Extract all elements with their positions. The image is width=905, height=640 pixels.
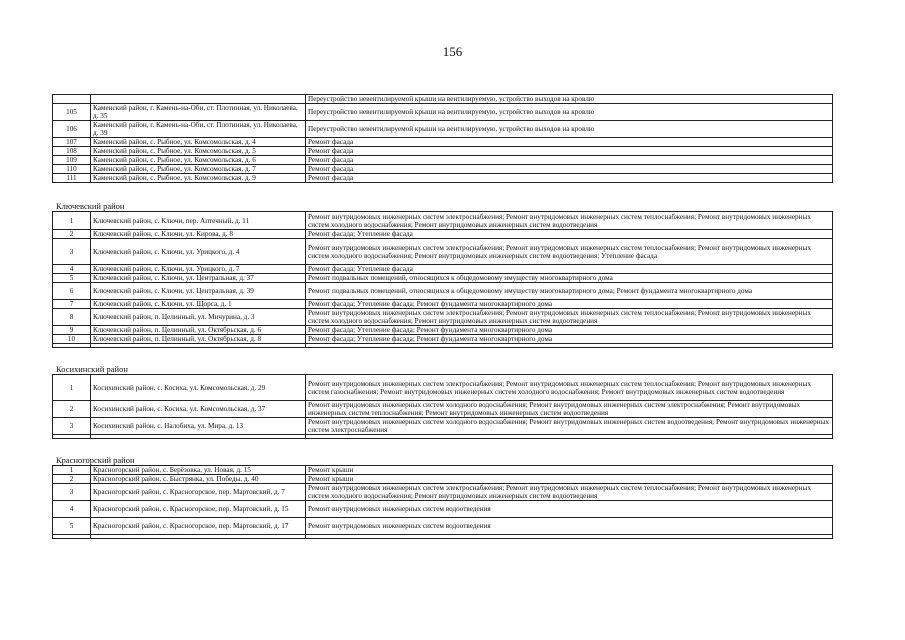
address-cell: Ключевский район, с. Ключи, ул. Щорса, д. 1 — [91, 300, 306, 309]
row-number-cell: 106 — [53, 121, 91, 138]
row-number-cell: 2 — [53, 230, 91, 239]
work-type-cell: Ремонт фасада; Утепление фасада; Ремонт фундамента многоквартирного дома — [306, 326, 833, 335]
address-cell: Каменский район, г. Камень-на-Оби, ст. Плотинная, ул. Николаева, д. 35 — [91, 104, 306, 121]
table-row — [53, 309, 833, 326]
empty-cell — [91, 535, 306, 539]
table-row-empty — [53, 535, 833, 539]
table-row — [53, 418, 833, 435]
work-type-cell: Ремонт фасада — [306, 174, 833, 183]
row-number-cell: 6 — [53, 283, 91, 300]
page-number: 156 — [442, 44, 463, 59]
district-table — [52, 211, 833, 348]
table-row — [53, 475, 833, 484]
address-cell: Косихинский район, с. Косиха, ул. Комсомольская, д. 29 — [91, 375, 306, 401]
row-number-cell: 3 — [53, 418, 91, 435]
address-cell: Каменский район, с. Рыбное, ул. Комсомольская, д. 9 — [91, 174, 306, 183]
table-row — [53, 466, 833, 475]
row-number-cell: 1 — [53, 466, 91, 475]
row-number-cell: 108 — [53, 147, 91, 156]
work-type-cell: Ремонт фасада; Утепление фасада — [306, 265, 833, 274]
address-cell: Красногорский район, с. Красногорское, пер. Мартовский, д. 7 — [91, 484, 306, 501]
row-number-cell: 9 — [53, 326, 91, 335]
row-number-cell: 5 — [53, 274, 91, 283]
address-cell: Красногорский район, с. Красногорское, пер. Мартовский, д. 15 — [91, 501, 306, 518]
address-cell: Красногорский район, с. Быстрянка, ул. Победы, д. 40 — [91, 475, 306, 484]
address-cell: Каменский район, с. Рыбное, ул. Комсомольская, д. 5 — [91, 147, 306, 156]
table-row — [53, 174, 833, 183]
row-number-cell: 109 — [53, 156, 91, 165]
address-cell: Ключевский район, с. Ключи, пер. Аптечный, д. 11 — [91, 212, 306, 230]
empty-cell — [306, 344, 833, 348]
empty-cell — [91, 435, 306, 439]
work-type-cell: Ремонт внутридомовых инженерных систем холодного водоснабжения; Ремонт внутридомовых инженерных систем электроснабжения; Ремонт внутридомовых инженерных систем теплоснабжения; Ремонт внутридомовых инженерных систем водоотведения — [306, 401, 833, 418]
work-type-cell: Ремонт внутридомовых инженерных систем электроснабжения; Ремонт внутридомовых инженерных систем теплоснабжения; Ремонт внутридомовых инженерных систем холодного водоснабжения; Ремонт внутридомовых инженерных систем водоотведения — [306, 309, 833, 326]
address-cell: Ключевский район, п. Целинный, ул. Мичурина, д. 3 — [91, 309, 306, 326]
district-table — [52, 465, 833, 539]
work-type-cell: Ремонт крыши — [306, 466, 833, 475]
work-type-cell: Ремонт внутридомовых инженерных систем водоотведения — [306, 501, 833, 518]
table-row — [53, 326, 833, 335]
work-type-cell: Ремонт внутридомовых инженерных систем электроснабжения; Ремонт внутридомовых инженерных систем теплоснабжения; Ремонт внутридомовых инженерных систем холодного водоснабжения; Ремонт внутридомовых инженерных систем водоотведения — [306, 212, 833, 230]
address-cell: Красногорский район, с. Красногорское, пер. Мартовский, д. 17 — [91, 518, 306, 535]
address-cell: Каменский район, с. Рыбное, ул. Комсомольская, д. 7 — [91, 165, 306, 174]
row-number-cell — [53, 95, 91, 104]
table-row — [53, 518, 833, 535]
address-cell: Косихинский район, с. Налобиха, ул. Мира, д. 13 — [91, 418, 306, 435]
address-cell — [91, 95, 306, 104]
work-type-cell: Ремонт внутридомовых инженерных систем электроснабжения; Ремонт внутридомовых инженерных систем теплоснабжения; Ремонт внутридомовых инженерных систем холодного водоснабжения; Ремонт внутридомовых инженерных систем водоотведения; Утепление фасада — [306, 239, 833, 265]
address-cell: Каменский район, г. Камень-на-Оби, ст. Плотинная, ул. Николаева, д. 39 — [91, 121, 306, 138]
address-cell: Ключевский район, п. Целинный, ул. Октябрьская, д. 6 — [91, 326, 306, 335]
row-number-cell: 8 — [53, 309, 91, 326]
table-row — [53, 283, 833, 300]
address-cell: Каменский район, с. Рыбное, ул. Комсомольская, д. 6 — [91, 156, 306, 165]
work-type-cell: Переустройство невентилируемой крыши на вентилируемую, устройство выходов на кровлю — [306, 104, 833, 121]
district-table — [52, 374, 833, 439]
table-row — [53, 121, 833, 138]
work-type-cell: Ремонт фасада; Утепление фасада; Ремонт фундамента многоквартирного дома — [306, 300, 833, 309]
work-type-cell: Переустройство невентилируемой крыши на вентилируемую, устройство выходов на кровлю — [306, 121, 833, 138]
row-number-cell: 3 — [53, 484, 91, 501]
table-row — [53, 95, 833, 104]
top-block-table — [52, 94, 833, 183]
table-row — [53, 375, 833, 401]
table-row — [53, 401, 833, 418]
table-row — [53, 147, 833, 156]
table-row — [53, 165, 833, 174]
address-cell: Ключевский район, с. Ключи, ул. Центральная, д. 39 — [91, 283, 306, 300]
row-number-cell: 7 — [53, 300, 91, 309]
work-type-cell: Ремонт фасада; Утепление фасада — [306, 230, 833, 239]
district-heading: Ключевский район — [56, 201, 125, 211]
work-type-cell: Ремонт фасада — [306, 165, 833, 174]
row-number-cell: 5 — [53, 518, 91, 535]
table-row — [53, 484, 833, 501]
address-cell: Каменский район, с. Рыбное, ул. Комсомольская, д. 4 — [91, 138, 306, 147]
row-number-cell: 4 — [53, 501, 91, 518]
empty-cell — [306, 535, 833, 539]
row-number-cell: 4 — [53, 265, 91, 274]
table-row — [53, 300, 833, 309]
work-type-cell: Ремонт фасада — [306, 138, 833, 147]
row-number-cell: 110 — [53, 165, 91, 174]
table-row — [53, 104, 833, 121]
table-row — [53, 501, 833, 518]
work-type-cell: Переустройство невентилируемой крыши на вентилируемую, устройство выходов на кровлю — [306, 95, 833, 104]
empty-cell — [53, 435, 91, 439]
document-sheet — [52, 94, 832, 539]
empty-cell — [53, 344, 91, 348]
row-number-cell: 2 — [53, 401, 91, 418]
address-cell: Косихинский район, с. Косиха, ул. Комсомольская, д. 37 — [91, 401, 306, 418]
districts-container — [52, 183, 832, 539]
address-cell: Ключевский район, с. Ключи, ул. Урицкого, д. 4 — [91, 239, 306, 265]
table-row — [53, 265, 833, 274]
address-cell: Ключевский район, с. Ключи, ул. Урицкого, д. 7 — [91, 265, 306, 274]
empty-cell — [306, 435, 833, 439]
district-heading: Красногорский район — [56, 455, 135, 465]
work-type-cell: Ремонт фасада; Утепление фасада; Ремонт фундамента многоквартирного дома — [306, 335, 833, 344]
row-number-cell: 10 — [53, 335, 91, 344]
work-type-cell: Ремонт подвальных помещений, относящихся к общедомовому имуществу многоквартирного дома; Ремонт фундамента многоквартирного дома — [306, 283, 833, 300]
table-row — [53, 239, 833, 265]
work-type-cell: Ремонт внутридомовых инженерных систем водоотведения — [306, 518, 833, 535]
address-cell: Ключевский район, с. Ключи, ул. Центральная, д. 37 — [91, 274, 306, 283]
table-row — [53, 230, 833, 239]
row-number-cell: 105 — [53, 104, 91, 121]
row-number-cell: 2 — [53, 475, 91, 484]
address-cell: Ключевский район, с. Ключи, ул. Кирова, д. 8 — [91, 230, 306, 239]
work-type-cell: Ремонт подвальных помещений, относящихся к общедомовому имуществу многоквартирного дома — [306, 274, 833, 283]
work-type-cell: Ремонт внутридомовых инженерных систем холодного водоснабжения; Ремонт внутридомовых инженерных систем водоотведения; Ремонт внутридомовых инженерных систем электроснабжения — [306, 418, 833, 435]
work-type-cell: Ремонт фасада — [306, 147, 833, 156]
empty-cell — [53, 535, 91, 539]
table-row-empty — [53, 344, 833, 348]
work-type-cell: Ремонт внутридомовых инженерных систем электроснабжения; Ремонт внутридомовых инженерных систем теплоснабжения; Ремонт внутридомовых инженерных систем холодного водоснабжения; Ремонт внутридомовых инженерных систем водоотведения — [306, 484, 833, 501]
address-cell: Ключевский район, п. Целинный, ул. Октябрьская, д. 8 — [91, 335, 306, 344]
work-type-cell: Ремонт внутридомовых инженерных систем электроснабжения; Ремонт внутридомовых инженерных систем теплоснабжения; Ремонт внутридомовых инженерных систем газоснабжения; Ремонт внутридомовых инженерных систем холодного водоснабжения; Ремонт внутридомовых инженерных систем водоотведения — [306, 375, 833, 401]
table-row-empty — [53, 435, 833, 439]
empty-cell — [91, 344, 306, 348]
row-number-cell: 1 — [53, 375, 91, 401]
row-number-cell: 107 — [53, 138, 91, 147]
table-row — [53, 335, 833, 344]
row-number-cell: 111 — [53, 174, 91, 183]
district-heading: Косихинский район — [56, 364, 128, 374]
work-type-cell: Ремонт фасада — [306, 156, 833, 165]
row-number-cell: 1 — [53, 212, 91, 230]
table-row — [53, 138, 833, 147]
table-row — [53, 274, 833, 283]
table-row — [53, 212, 833, 230]
address-cell: Красногорский район, с. Берёзовка, ул. Новая, д. 15 — [91, 466, 306, 475]
table-row — [53, 156, 833, 165]
work-type-cell: Ремонт крыши — [306, 475, 833, 484]
row-number-cell: 3 — [53, 239, 91, 265]
